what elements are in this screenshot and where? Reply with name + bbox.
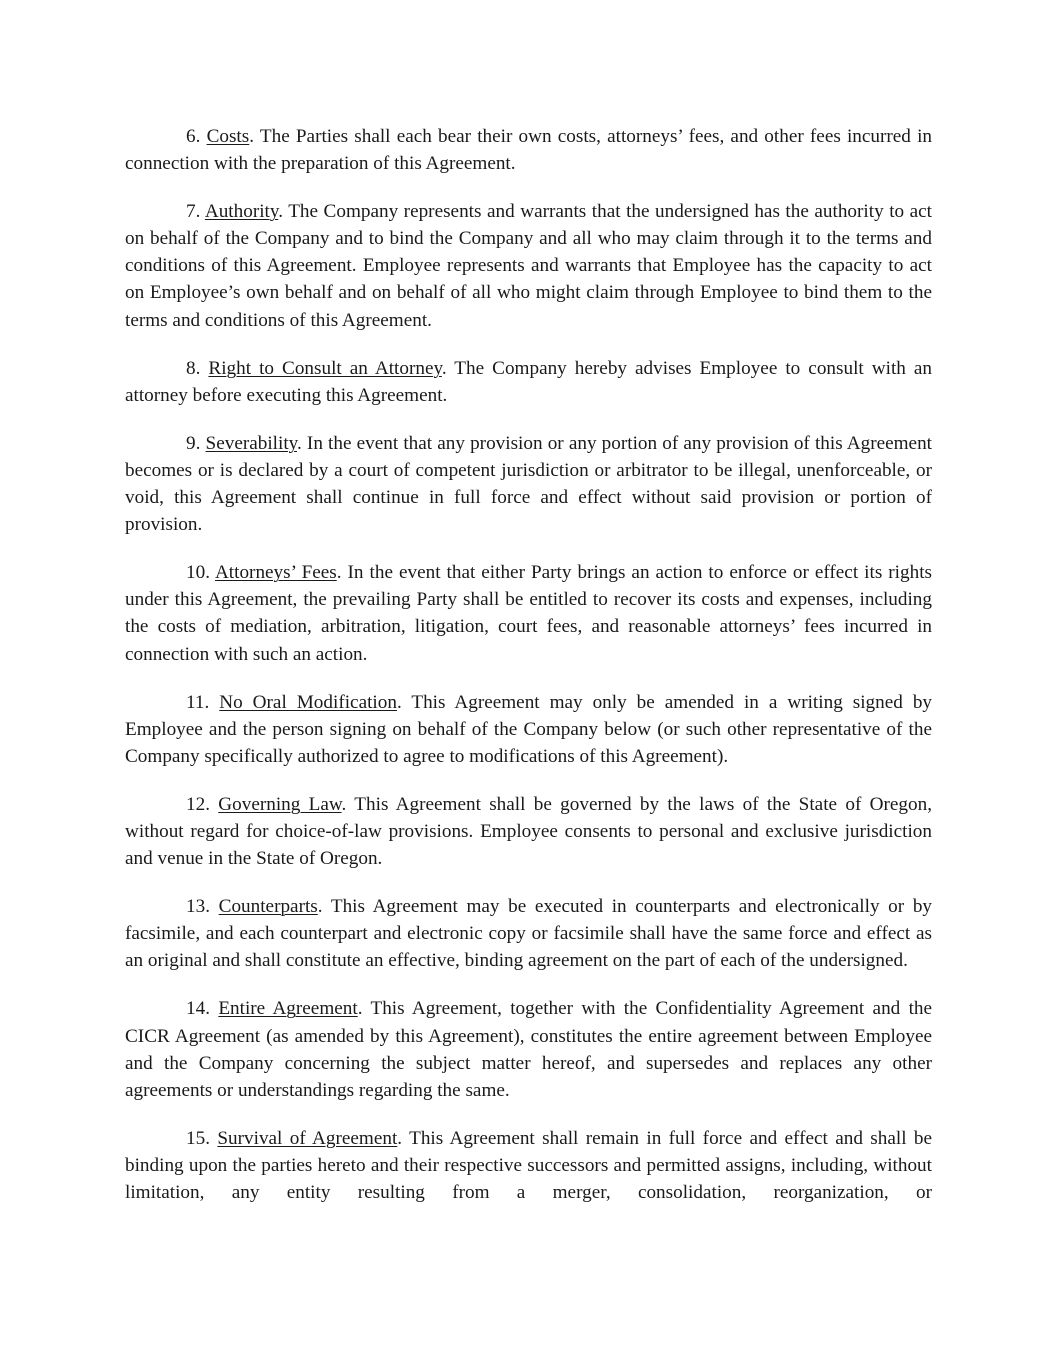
section-number: 7. (186, 201, 201, 223)
section-number: 9. (186, 432, 201, 454)
section-text: . The Company represents and warrants that the undersigned has the authority to act on behalf of the Company and to bind the Company and all who may claim through it to the terms and conditions of this Agreement. Employee represents and warrants that Employee has the capacity to act on Employee’s own behalf and on behalf of all who might claim through Employee to bind them to the terms and conditions of this Agreement. (125, 201, 932, 331)
section-number: 13. (186, 896, 210, 918)
section-heading: Costs (206, 126, 250, 147)
section-heading: Right to Consult an Attorney (208, 357, 442, 379)
section-number: 8. (186, 357, 201, 379)
section-heading: Entire Agreement (218, 998, 358, 1020)
section-number: 14. (186, 998, 210, 1020)
section-15-paragraph (125, 1125, 932, 1206)
section-heading: Severability (205, 432, 297, 454)
section-number: 12. (186, 793, 210, 815)
section-9-paragraph (125, 430, 932, 538)
section-heading: Counterparts (218, 896, 318, 918)
section-text: . The Parties shall each bear their own costs, attorneys’ fees, and other fees incurred in connection with the preparation of this Agreement. (125, 126, 932, 175)
section-10-paragraph (125, 559, 932, 667)
section-text: . This Agreement may be executed in counterparts and electronically or by facsimile, and each counterpart and electronic copy or facsimile shall have the same force and effect as an original and shall constitute an effective, binding agreement on the part of each of the undersigned. (125, 896, 932, 972)
section-12-paragraph (125, 791, 932, 872)
section-6-paragraph (125, 123, 932, 177)
section-heading: Attorneys’ Fees (214, 562, 337, 584)
section-text: . In the event that any provision or any portion of any provision of this Agreement becomes or is declared by a court of competent jurisdiction or arbitrator to be illegal, unenforceable, or void, this Agreement shall continue in full force and effect without said provision or portion of provision. (125, 432, 932, 536)
section-number: 15. (186, 1127, 210, 1149)
section-8-paragraph (125, 355, 932, 409)
section-heading: Governing Law (218, 793, 342, 815)
section-7-paragraph (125, 198, 932, 333)
section-heading: No Oral Modification (219, 691, 397, 713)
section-text: . This Agreement may only be amended in a writing signed by Employee and the person signing on behalf of the Company below (or such other representative of the Company specifically authorized to agree to modifications of this Agreement). (125, 691, 933, 767)
section-number: 10. (186, 562, 210, 584)
section-14-paragraph (125, 995, 932, 1103)
section-heading: Authority (204, 201, 279, 223)
section-number: 11. (186, 691, 210, 713)
section-text: . This Agreement, together with the Confidentiality Agreement and the CICR Agreement (as amended by this Agreement), constitutes the entire agreement between Employee and the Company concerning the subject matter hereof, and supersedes and replaces any other agreements or understandings regarding the same. (125, 998, 933, 1101)
section-text: . This Agreement shall remain in full force and effect and shall be binding upon the parties hereto and their respective successors and permitted assigns, including, without limitation, any entity resulting from a merger, consolidation, reorganization, or (125, 1127, 933, 1203)
section-11-paragraph (125, 689, 932, 770)
section-number: 6. (186, 126, 201, 147)
section-text: . The Company hereby advises Employee to consult with an attorney before executing this Agreement. (125, 357, 933, 406)
section-text: . This Agreement shall be governed by the laws of the State of Oregon, without regard for choice-of-law provisions. Employee consents to personal and exclusive jurisdiction and venue in the State of Oregon. (125, 793, 932, 870)
section-13-paragraph (125, 893, 932, 974)
document-body (125, 123, 932, 1206)
section-text: . In the event that either Party brings an action to enforce or effect its rights under this Agreement, the prevailing Party shall be entitled to recover its costs and expenses, including the costs of mediation, arbitration, litigation, court fees, and reasonable attorneys’ fees incurred in connection with such an action. (125, 562, 932, 665)
section-heading: Survival of Agreement (217, 1127, 398, 1149)
